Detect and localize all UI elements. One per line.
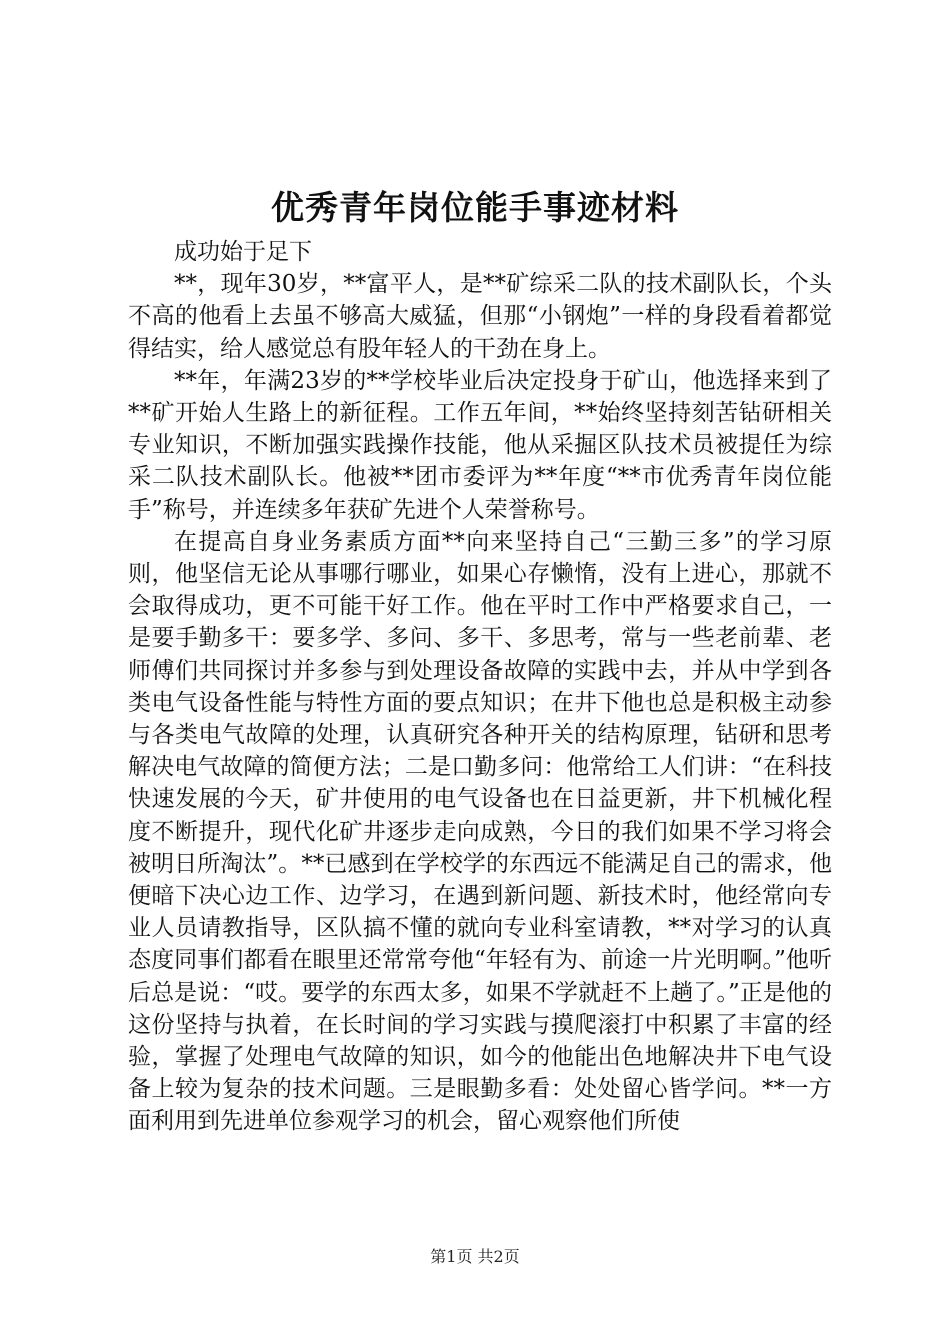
document-body <box>128 236 832 1138</box>
paragraph-1: **，现年30岁，**富平人，是**矿综采二队的技术副队长，个头不高的他看上去虽不够高大威猛，但那“小钢炮”一样的身段看着都觉得结实，给人感觉总有股年轻人的干劲在身上。 <box>128 271 832 362</box>
page-number-footer: 第1页 共2页 <box>430 1247 520 1266</box>
paragraph-2: **年，年满23岁的**学校毕业后决定投身于矿山，他选择来到了**矿开始人生路上的新征程。工作五年间，**始终坚持刻苦钻研相关专业知识，不断加强实践操作技能，他从采掘区队技术员被提任为综采二队技术副队长。他被**团市委评为**年度“**市优秀青年岗位能手”称号，并连续多年获矿先进个人荣誉称号。 <box>128 367 832 523</box>
document-subheading: 成功始于足下 <box>174 239 312 265</box>
paragraph-3: 在提高自身业务素质方面**向来坚持自己“三勤三多”的学习原则，他坚信无论从事哪行哪业，如果心存懒惰，没有上进心，那就不会取得成功，更不可能干好工作。他在平时工作中严格要求自己，一是要手勤多干：要多学、多问、多干、多思考，常与一些老前辈、老师傅们共同探讨并多参与到处理设备故障的实践中去，并从中学到各类电气设备性能与特性方面的要点知识；在井下他也总是积极主动参与各类电气故障的处理，认真研究各种开关的结构原理，钻研和思考解决电气故障的简便方法；二是口勤多问：他常给工人们讲：“在科技快速发展的今天，矿井使用的电气设备也在日益更新，井下机械化程度不断提升，现代化矿井逐步走向成熟，今日的我们如果不学习将会被明日所淘汰”。**已感到在学校学的东西远不能满足自己的需求，他便暗下决心边工作、边学习，在遇到新问题、新技术时，他经常向专业人员请教指导，区队搞不懂的就向专业科室请教，**对学习的认真态度同事们都看在眼里还常常夸他“年轻有为、前途一片光明啊。”他听后总是说：“哎。要学的东西太多，如果不学就赶不上趟了。”正是他的这份坚持与执着，在长时间的学习实践与摸爬滚打中积累了丰富的经验，掌握了处理电气故障的知识，如今的他能出色地解决井下电气设备上较为复杂的技术问题。三是眼勤多看：处处留心皆学问。**一方面利用到先进单位参观学习的机会，留心观察他们所使 <box>128 528 832 1135</box>
document-title: 优秀青年岗位能手事迹材料 <box>271 188 679 227</box>
